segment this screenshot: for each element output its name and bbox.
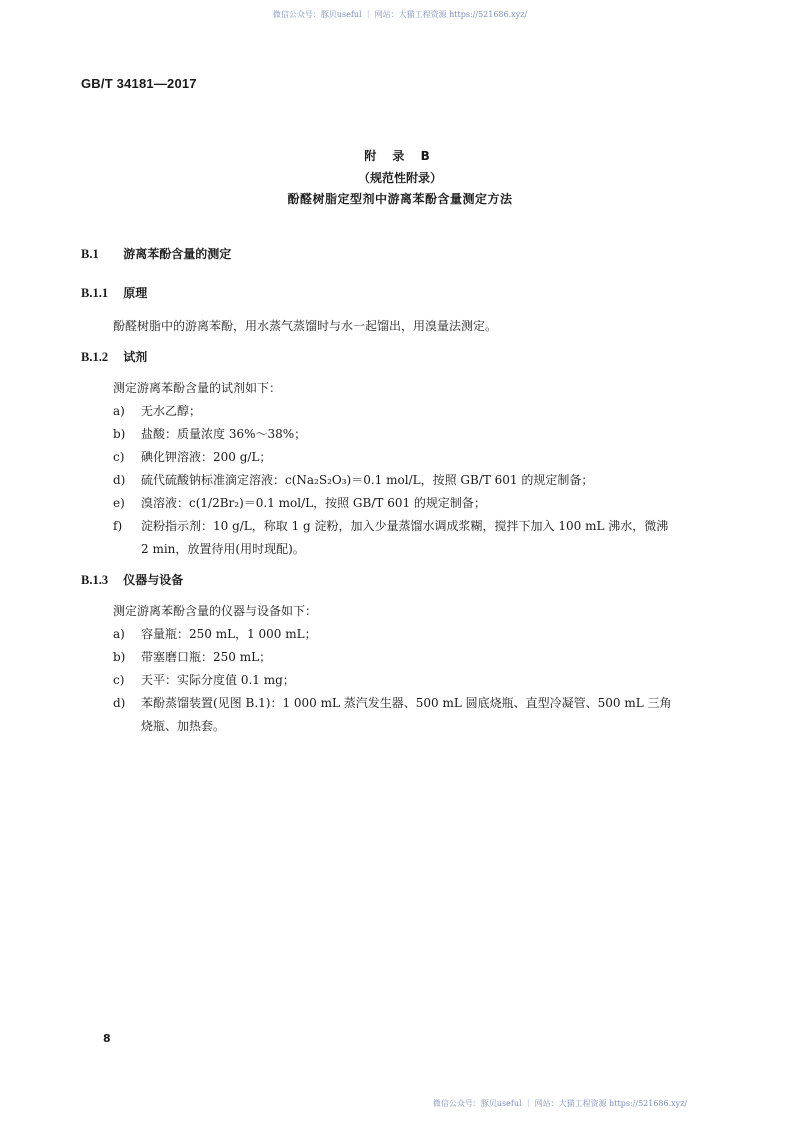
apparatus-item-continuation: 烧瓶、加热套。 [141,719,226,733]
section-b13-heading [81,571,183,588]
item-label: e) [113,496,125,510]
section-b11-heading [81,284,147,301]
section-title: 试剂 [123,350,148,364]
appendix-title: 酚醛树脂定型剂中游离苯酚含量测定方法 [287,192,513,206]
apparatus-intro: 测定游离苯酚含量的仪器与设备如下： [113,604,318,618]
section-title: 原理 [123,286,148,300]
section-number: B.1 [81,247,99,261]
reagent-item [113,518,723,534]
reagent-item-continuation: 2 min，放置待用(用时现配)。 [141,542,305,556]
item-text: 天平：实际分度值 0.1 mg； [141,673,295,687]
item-label: b) [113,427,126,441]
apparatus-item [113,626,723,642]
standard-code: GB/T 34181—2017 [81,76,197,91]
reagent-item [113,403,723,419]
watermark-bottom: 微信公众号：豚贝useful ｜ 网站：大猫工程资源 https://521686.xyz/ [432,1099,688,1108]
reagent-item [113,449,723,465]
section-number: B.1.2 [81,350,109,364]
item-text: 容量瓶：250 mL，1 000 mL； [141,627,317,641]
apparatus-item [113,695,723,711]
item-text: 淀粉指示剂：10 g/L，称取 1 g 淀粉，加入少量蒸馏水调成浆糊，搅拌下加入 100 mL 沸水，微沸 [141,519,669,533]
reagent-item [113,472,723,488]
principle-text: 酚醛树脂中的游离苯酚，用水蒸气蒸馏时与水一起馏出，用溴量法测定。 [113,319,498,333]
reagent-item [113,426,723,442]
apparatus-item [113,649,723,665]
item-text: 苯酚蒸馏装置(见图 B.1)：1 000 mL 蒸汽发生器、500 mL 圆底烧瓶、直型冷凝管、500 mL 三角 [141,696,672,710]
section-number: B.1.3 [81,573,109,587]
item-label: b) [113,650,126,664]
item-text: 盐酸：质量浓度 36%～38%； [141,427,307,441]
item-text: 无水乙醇； [141,404,202,418]
item-label: c) [113,450,125,464]
reagent-item [113,495,723,511]
item-text: 碘化钾溶液：200 g/L； [141,450,272,464]
item-label: c) [113,673,125,687]
appendix-type: （规范性附录） [357,171,442,185]
item-text: 带塞磨口瓶：250 mL； [141,650,272,664]
apparatus-item [113,672,723,688]
item-label: a) [113,627,125,641]
item-label: d) [113,473,126,487]
section-number: B.1.1 [81,286,109,300]
section-title: 仪器与设备 [123,573,184,587]
watermark-top: 微信公众号：豚贝useful ｜ 网站：大猫工程资源 https://521686.xyz/ [272,10,528,19]
reagents-intro: 测定游离苯酚含量的试剂如下： [113,381,282,395]
page-number: 8 [103,1032,111,1045]
section-b1-heading [81,245,231,262]
item-label: f) [113,519,123,533]
item-label: d) [113,696,126,710]
item-text: 溴溶液：c(1/2Br₂)＝0.1 mol/L，按照 GB/T 601 的规定制备； [141,496,486,510]
section-title: 游离苯酚含量的测定 [123,247,232,261]
item-label: a) [113,404,125,418]
appendix-label: 附 录 B [364,149,436,163]
section-b12-heading [81,348,147,365]
item-text: 硫代硫酸钠标准滴定溶液：c(Na₂S₂O₃)＝0.1 mol/L，按照 GB/T 601 的规定制备； [141,473,594,487]
